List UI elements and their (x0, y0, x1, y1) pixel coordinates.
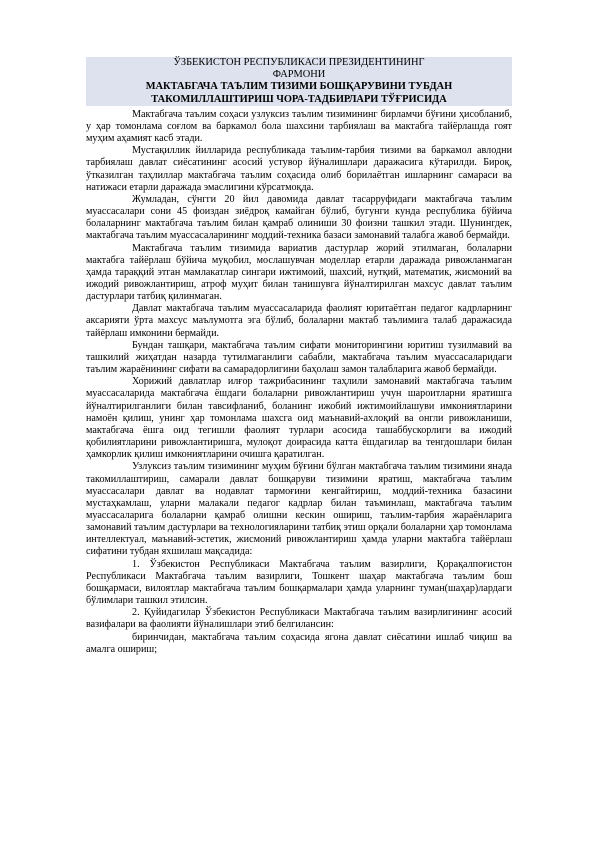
paragraph-item-1: 1. Ўзбекистон Республикаси Мактабгача таълим вазирлиги, Қорақалпоғистон Республикаси Мактабгача таълим вазирлиги, Тошкент шаҳар мактабгача таълим бош бошқармаси, вилоятлар мактабгача таълим бошқармалари ҳамда уларнинг туман(шаҳар)лардаги бўлимлари ташкил этилсин. (86, 558, 512, 607)
decree-header (86, 57, 512, 106)
paragraph: Жумладан, сўнгги 20 йил давомида давлат тасарруфидаги мактабгача таълим муассасалари сони 45 фоиздан зиёдроқ камайган бўлиб, бугунги кунда республика бўйича болаларнинг мактабгача таълим билан қамраб олиниши 30 фоизни ташкил этади. Шунингдек, мактабгача таълим муассасаларининг моддий-техника базаси замонавий талабга жавоб бермайди. (86, 193, 512, 242)
issuer-line: ЎЗБЕКИСТОН РЕСПУБЛИКАСИ ПРЕЗИДЕНТИНИНГ (173, 57, 425, 68)
paragraph: Бундан ташқари, мактабгача таълим сифати мониторингини юритиш тузилмавий ва ташкилий жиҳатдан назарда тутилмаганлиги сабабли, мактабгача таълим муассасаларидаги таълим жараёнининг сифати ва самарадорлигини баҳолаш замон талабларига жавоб бермайди. (86, 339, 512, 376)
paragraph: Узлуксиз таълим тизимининг муҳим бўғини бўлган мактабгача таълим тизимини янада такомиллаштириш, самарали давлат бошқаруви тизимини яратиш, мактабгача таълим муассасалари давлат ва нодавлат тармоғини кенгайтириш, моддий-техника базасини мустаҳкамлаш, уларни малакали педагог кадрлар билан таъминлаш, мактабгача таълим муассасаларига болаларни қамраб олишни кескин ошириш, таълим-тарбия жараёнларига замонавий таълим дастурлари ва технологияларини татбиқ этиш орқали болаларни ҳар томонлама интеллектуал, маънавий-эстетик, жисмоний ривожлантириш ҳамда уларни мактабга тайёрлаш сифатини тубдан яхшилаш мақсадида: (86, 461, 512, 558)
decree-body (86, 109, 512, 656)
paragraph: Давлат мактабгача таълим муассасаларида фаолият юритаётган педагог кадрларнинг аксарияти ўрта махсус маълумотга эга бўлиб, болаларни мактаб таълимига талаб даражасида тайёрлаш имконини бермайди. (86, 303, 512, 339)
paragraph: Хорижий давлатлар илғор тажрибасининг таҳлили замонавий мактабгача таълим муассасаларида мактабгача ёшдаги болаларни ривожлантириш учун шароитларни яратишга йўналтирилганлиги билан тавсифланиб, боланинг ижобий ижтимоийлашуви имкониятларини намоён қилиш, унинг ҳар томонлама шахсга оид маънавий-ахлоқий ва онгли ривожланиши, мактабгача ёшга оид тегишли фаолият турлари асосида ташаббускорлиги ва ижодий қобилиятларини ривожлантиришга, мулоқот доирасида катта ёшдагилар ва тенгдошлари билан ҳамкорлик қилиш имкониятларини очишга қаратилган. (86, 376, 512, 461)
paragraph-item-2: 2. Қуйидагилар Ўзбекистон Республикаси Мактабгача таълим вазирлигининг асосий вазифалари ва фаолияти йўналишлари этиб белгилансин: (86, 607, 512, 631)
paragraph-subitem: биринчидан, мактабгача таълим соҳасида ягона давлат сиёсатини ишлаб чиқиш ва амалга ошириш; (86, 631, 512, 655)
paragraph: Мактабгача таълим соҳаси узлуксиз таълим тизимининг бирламчи бўғини ҳисобланиб, у ҳар томонлама соғлом ва баркамол бола шахсини тарбиялаш ва мактабга тайёрлашда гоят муҳим аҳамият касб этади. (86, 108, 512, 145)
decree-title-line-2: ТАКОМИЛЛАШТИРИШ ЧОРА-ТАДБИРЛАРИ ТЎҒРИСИДА (151, 93, 447, 105)
decree-title-line-1: МАКТАБГАЧА ТАЪЛИМ ТИЗИМИ БОШҚАРУВИНИ ТУБДАН (145, 81, 453, 93)
document-type-line: ФАРМОНИ (272, 69, 326, 81)
paragraph: Мактабгача таълим тизимида вариатив дастурлар жорий этилмаган, болаларни мактабга тайёрлаш бўйича муқобил, мослашувчан моделлар етарли даражада ривожланмаган ҳамда тараққий этган мамлакатлар сингари ижтимоий, шахсий, нутқий, математик, жисмоний ва ижодий ривожлантириш, атроф муҳит билан танишувга йўналтирилган махсус давлат таълим дастурлари татбиқ қилинмаган. (86, 242, 512, 303)
paragraph: Мустақиллик йилларида республикада таълим-тарбия тизими ва баркамол авлодни тарбиялаш давлат сиёсатининг асосий устувор йўналишлари даражасига кўтарилди. Бироқ, ўтказилган таҳлиллар мактабгача таълим соҳасида олиб борилаётган ишларнинг самараси ва натижаси етарли даражада эмаслигини кўрсатмоқда. (86, 145, 512, 193)
